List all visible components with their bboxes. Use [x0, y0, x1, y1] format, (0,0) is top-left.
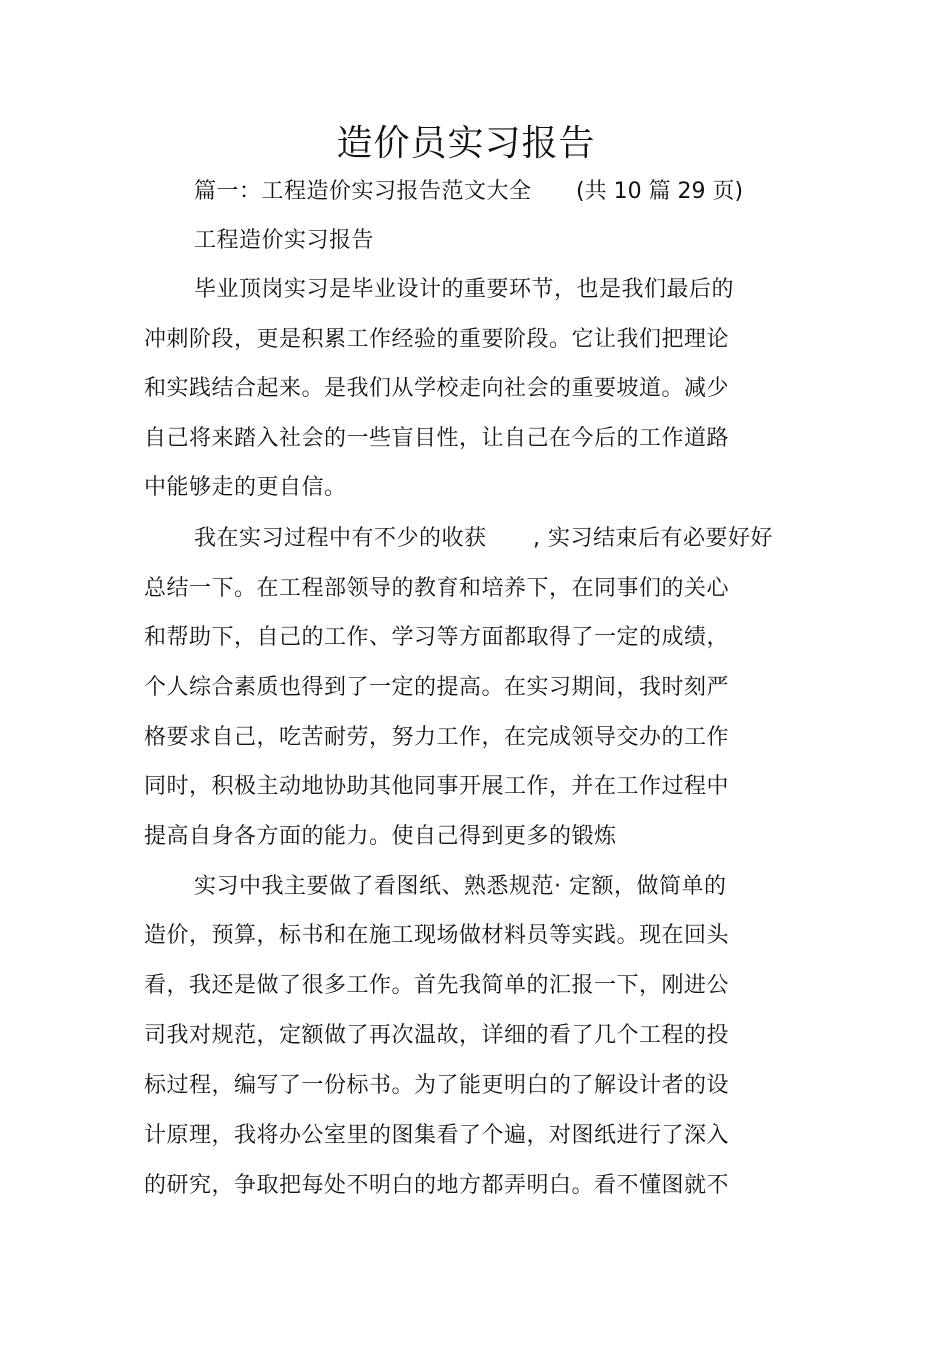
paragraph-line: 同时，积极主动地协助其他同事开展工作，并在工作过程中 [144, 774, 730, 799]
paragraph-line: 个人综合素质也得到了一定的提高。在实习期间，我时刻严 [144, 675, 730, 700]
paragraph-line: 冲刺阶段，更是积累工作经验的重要阶段。它让我们把理论 [144, 327, 730, 352]
paragraph-line: 提高自身各方面的能力。使自己得到更多的锻炼 [144, 824, 617, 849]
paragraph-line: 实习中我主要做了看图纸、熟悉规范· 定额，做简单的 [194, 874, 727, 899]
paragraph-line: 中能够走的更自信。 [144, 475, 347, 500]
paragraph-line: 和实践结合起来。是我们从学校走向社会的重要坡道。减少 [144, 376, 730, 401]
page-count-info: (共 10 篇 29 页) [576, 179, 744, 204]
paragraph-line: 造价，预算，标书和在施工现场做材料员等实践。现在回头 [144, 923, 730, 948]
paragraph-line: 计原理，我将办公室里的图集看了个遍，对图纸进行了深入 [144, 1123, 730, 1148]
paragraph-line: 看，我还是做了很多工作。首先我简单的汇报一下，刚进公 [144, 973, 730, 998]
paragraph-line: 总结一下。在工程部领导的教育和培养下，在同事们的关心 [144, 576, 730, 601]
document-subtitle: 篇一：工程造价实习报告范文大全 [194, 179, 532, 204]
document-title: 造价员实习报告 [336, 123, 596, 164]
paragraph-line: 标过程，编写了一份标书。为了能更明白的了解设计者的设 [144, 1073, 730, 1098]
paragraph-line: 司我对规范，定额做了再次温故，详细的看了几个工程的投 [144, 1023, 730, 1048]
paragraph-line: 自己将来踏入社会的一些盲目性，让自己在今后的工作道路 [144, 426, 730, 451]
paragraph-line: 和帮助下，自己的工作、学习等方面都取得了一定的成绩， [144, 625, 730, 650]
paragraph-line: 格要求自己，吃苦耐劳，努力工作，在完成领导交办的工作 [144, 725, 730, 750]
paragraph-line: 的研究，争取把每处不明白的地方都弄明白。看不懂图就不 [144, 1173, 730, 1198]
paragraph-line: 毕业顶岗实习是毕业设计的重要环节，也是我们最后的 [194, 277, 735, 302]
paragraph-line: 我在实习过程中有不少的收获 [194, 526, 487, 551]
section-heading: 工程造价实习报告 [194, 228, 375, 253]
paragraph-line-continuation: , 实习结束后有必要好好 [533, 526, 773, 551]
